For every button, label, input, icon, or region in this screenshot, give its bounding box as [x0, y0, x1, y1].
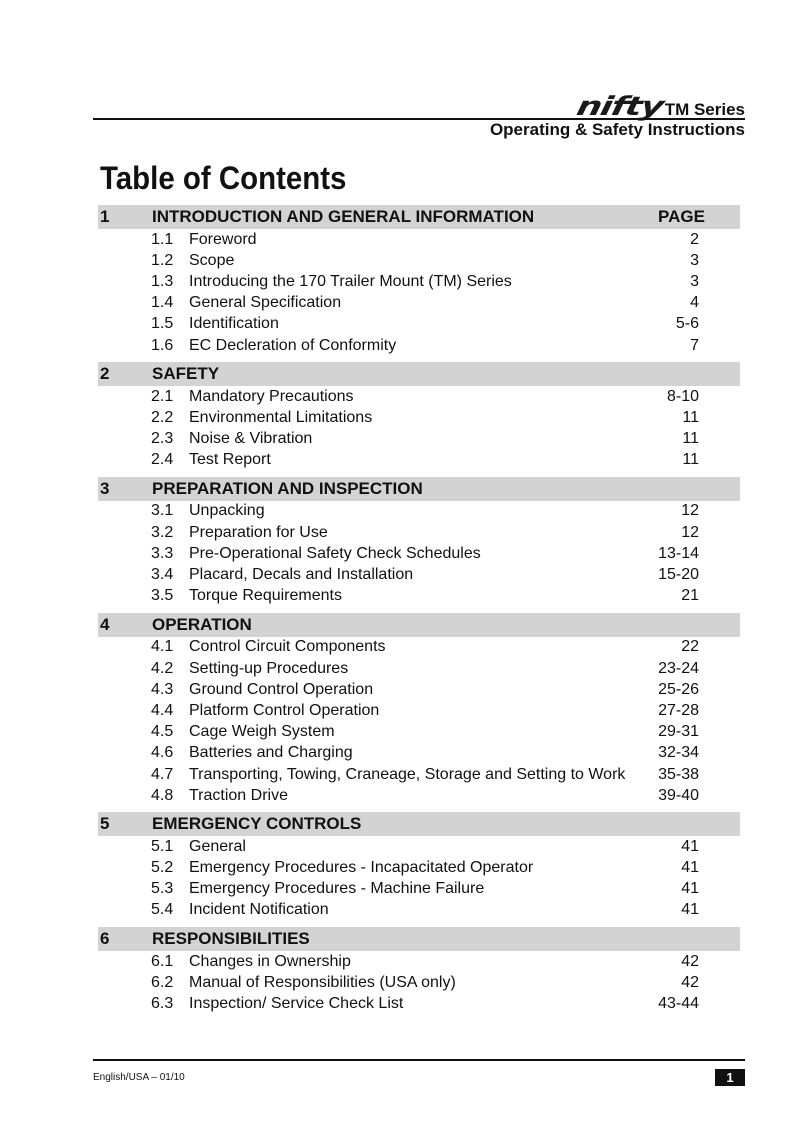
- entry-page: 29-31: [658, 723, 699, 741]
- entry-page: 2: [690, 230, 699, 248]
- section-title: OPERATION: [152, 614, 252, 634]
- entry-title: Platform Control Operation: [189, 701, 380, 719]
- toc-entry: [98, 429, 740, 450]
- section-number: 3: [100, 478, 110, 498]
- toc-entry: [98, 764, 740, 785]
- toc-entry: [98, 386, 740, 407]
- entry-page: 21: [681, 587, 699, 605]
- section-header: [98, 927, 740, 951]
- entry-page: 13-14: [658, 544, 699, 562]
- entry-title: Inspection/ Service Check List: [189, 995, 404, 1013]
- entry-title: Preparation for Use: [189, 523, 328, 541]
- entry-page: 3: [690, 251, 699, 269]
- section-title: PREPARATION AND INSPECTION: [152, 478, 423, 498]
- entry-page: 41: [681, 837, 699, 855]
- entry-title: Introducing the 170 Trailer Mount (TM) Series: [189, 272, 512, 290]
- entry-title: Noise & Vibration: [189, 430, 313, 448]
- entry-number: 3.5: [151, 587, 174, 605]
- toc-section: [98, 812, 740, 921]
- entry-title: Test Report: [189, 451, 271, 469]
- entry-number: 4.3: [151, 680, 174, 698]
- entry-page: 22: [681, 638, 699, 656]
- entry-number: 1.6: [151, 336, 174, 354]
- entry-title: Emergency Procedures - Machine Failure: [189, 880, 485, 898]
- entry-title: Changes in Ownership: [189, 952, 351, 970]
- section-header: [98, 477, 740, 501]
- entry-title: Scope: [189, 251, 235, 269]
- toc-entry: [98, 586, 740, 607]
- entry-page: 39-40: [658, 786, 699, 804]
- entry-number: 1.4: [151, 294, 174, 312]
- section-header: [98, 205, 740, 229]
- entry-number: 3.2: [151, 523, 174, 541]
- entry-title: Incident Notification: [189, 901, 329, 919]
- entry-title: Cage Weigh System: [189, 723, 335, 741]
- entry-number: 4.8: [151, 786, 174, 804]
- page-number-badge: 1: [715, 1069, 745, 1086]
- entry-number: 4.7: [151, 765, 174, 783]
- toc-entry: [98, 293, 740, 314]
- entry-number: 6.2: [151, 973, 174, 991]
- section-title: INTRODUCTION AND GENERAL INFORMATION: [152, 207, 535, 226]
- entry-title: Emergency Procedures - Incapacitated Operator: [189, 859, 534, 877]
- entry-page: 12: [681, 502, 699, 520]
- entry-number: 6.3: [151, 995, 174, 1013]
- toc-entry: [98, 836, 740, 857]
- entry-page: 41: [681, 859, 699, 877]
- toc-section: [98, 927, 740, 1015]
- entry-title: Control Circuit Components: [189, 638, 386, 656]
- entry-number: 5.4: [151, 901, 174, 919]
- entry-title: Torque Requirements: [189, 587, 342, 605]
- entry-number: 5.3: [151, 880, 174, 898]
- toc-section: [98, 362, 740, 471]
- section-header: [98, 613, 740, 637]
- toc-section: [98, 205, 740, 356]
- entry-page: 5-6: [675, 315, 699, 333]
- toc-entry: [98, 700, 740, 721]
- entry-page: 4: [690, 294, 699, 312]
- entry-page: 7: [690, 336, 699, 354]
- toc-entry: [98, 250, 740, 271]
- entry-title: Manual of Responsibilities (USA only): [189, 973, 456, 991]
- document-subtitle: Operating & Safety Instructions: [489, 120, 745, 139]
- section-number: 5: [100, 814, 110, 834]
- toc-entry: [98, 543, 740, 564]
- toc-entry: [98, 564, 740, 585]
- entry-page: 15-20: [658, 566, 699, 584]
- toc-section: [98, 477, 740, 607]
- entry-title: Unpacking: [189, 502, 265, 520]
- toc-section: [98, 613, 740, 807]
- entry-number: 2.4: [151, 451, 174, 469]
- entry-title: Ground Control Operation: [189, 680, 374, 698]
- toc-entry: [98, 450, 740, 471]
- toc-entry: [98, 229, 740, 250]
- toc-entry: [98, 658, 740, 679]
- entry-number: 2.2: [151, 408, 174, 426]
- entry-page: 23-24: [658, 659, 699, 677]
- toc-entry: [98, 522, 740, 543]
- page-title: Table of Contents: [100, 160, 347, 196]
- entry-number: 5.2: [151, 859, 174, 877]
- toc-entry: [98, 900, 740, 921]
- entry-number: 1.3: [151, 272, 174, 290]
- toc-entry: [98, 743, 740, 764]
- entry-number: 1.2: [151, 251, 174, 269]
- section-title: SAFETY: [152, 364, 220, 384]
- entry-page: 11: [682, 408, 699, 426]
- section-number: 1: [100, 207, 110, 226]
- table-of-contents: [98, 205, 740, 1021]
- entry-number: 6.1: [151, 952, 174, 970]
- toc-entry: [98, 637, 740, 658]
- entry-title: Mandatory Precautions: [189, 387, 354, 405]
- footer-edition: English/USA – 01/10: [93, 1072, 185, 1083]
- toc-entry: [98, 314, 740, 335]
- entry-page: 43-44: [658, 995, 699, 1013]
- entry-page: 11: [682, 430, 699, 448]
- footer-divider: [93, 1059, 745, 1061]
- entry-page: 8-10: [666, 387, 699, 405]
- entry-title: Transporting, Towing, Craneage, Storage and Setting to Work: [189, 765, 626, 783]
- toc-entry: [98, 501, 740, 522]
- entry-number: 5.1: [151, 837, 174, 855]
- entry-page: 32-34: [658, 744, 699, 762]
- section-title: EMERGENCY CONTROLS: [152, 814, 362, 834]
- entry-number: 4.6: [151, 744, 174, 762]
- section-header: [98, 812, 740, 836]
- entry-page: 3: [690, 272, 699, 290]
- page-column-label: PAGE: [658, 207, 705, 226]
- entry-page: 42: [681, 952, 699, 970]
- entry-page: 25-26: [658, 680, 699, 698]
- section-number: 2: [100, 364, 110, 384]
- entry-number: 2.3: [151, 430, 174, 448]
- section-header: [98, 362, 740, 386]
- section-number: 4: [100, 614, 110, 634]
- toc-entry: [98, 993, 740, 1014]
- entry-number: 3.4: [151, 566, 174, 584]
- entry-number: 1.5: [151, 315, 174, 333]
- toc-entry: [98, 951, 740, 972]
- entry-title: Environmental Limitations: [189, 408, 373, 426]
- toc-entry: [98, 722, 740, 743]
- toc-entry: [98, 785, 740, 806]
- section-title: RESPONSIBILITIES: [152, 929, 310, 949]
- entry-page: 11: [682, 451, 699, 469]
- toc-entry: [98, 271, 740, 292]
- entry-number: 4.2: [151, 659, 174, 677]
- entry-title: Pre-Operational Safety Check Schedules: [189, 544, 481, 562]
- entry-number: 3.1: [151, 502, 174, 520]
- entry-number: 4.4: [151, 701, 174, 719]
- toc-entry: [98, 972, 740, 993]
- entry-number: 3.3: [151, 544, 174, 562]
- entry-title: Foreword: [189, 230, 257, 248]
- entry-title: Batteries and Charging: [189, 744, 353, 762]
- entry-page: 42: [681, 973, 699, 991]
- toc-entry: [98, 879, 740, 900]
- entry-title: Setting-up Procedures: [189, 659, 349, 677]
- section-number: 6: [100, 929, 110, 949]
- entry-page: 27-28: [658, 701, 699, 719]
- entry-page: 41: [681, 880, 699, 898]
- entry-title: Traction Drive: [189, 786, 288, 804]
- entry-title: EC Decleration of Conformity: [189, 336, 397, 354]
- entry-number: 4.1: [151, 638, 174, 656]
- entry-number: 4.5: [151, 723, 174, 741]
- toc-entry: [98, 407, 740, 428]
- brand-logo: nifty: [573, 92, 666, 122]
- entry-page: 12: [681, 523, 699, 541]
- entry-title: General Specification: [189, 294, 342, 312]
- entry-number: 2.1: [151, 387, 174, 405]
- entry-title: General: [189, 837, 246, 855]
- toc-entry: [98, 335, 740, 356]
- entry-page: 41: [681, 901, 699, 919]
- entry-title: Identification: [189, 315, 279, 333]
- series-label: TM Series: [664, 100, 745, 119]
- entry-page: 35-38: [658, 765, 699, 783]
- toc-entry: [98, 858, 740, 879]
- entry-number: 1.1: [151, 230, 174, 248]
- toc-entry: [98, 679, 740, 700]
- entry-title: Placard, Decals and Installation: [189, 566, 414, 584]
